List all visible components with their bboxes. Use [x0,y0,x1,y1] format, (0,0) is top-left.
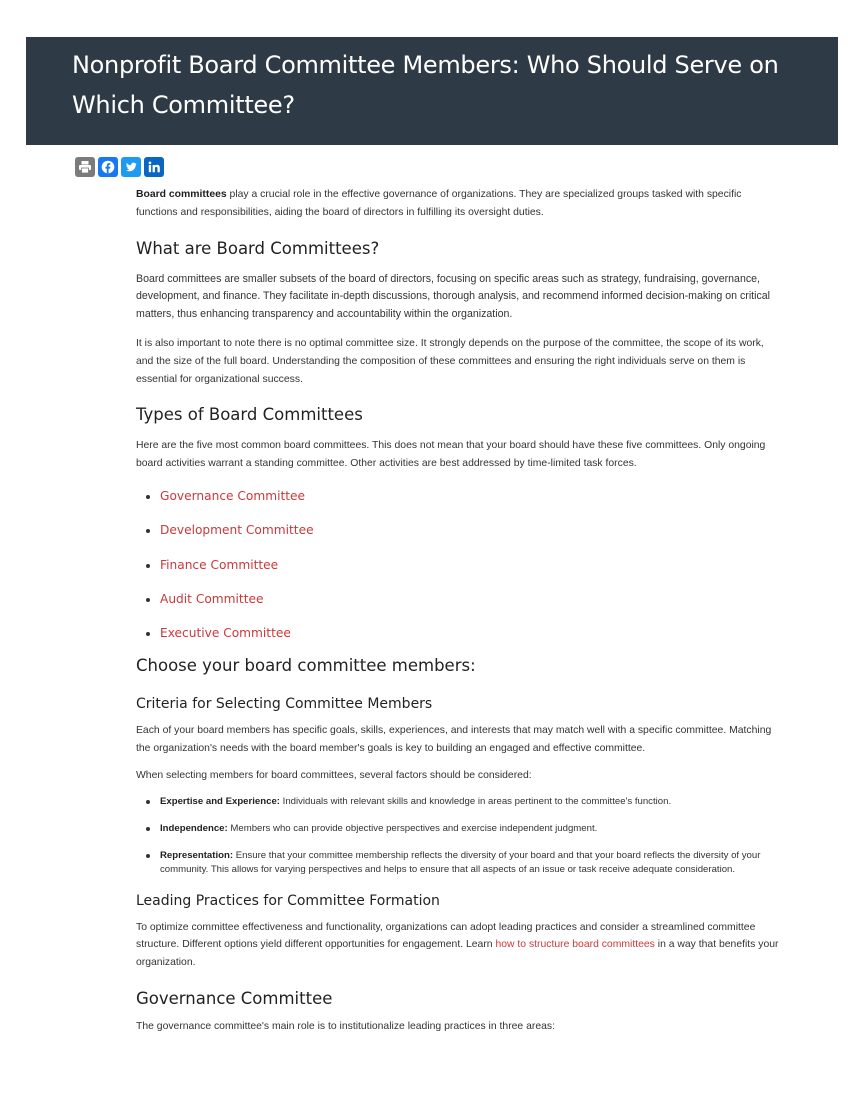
executive-committee-link[interactable]: Executive Committee [160,626,291,641]
leading-text-before: To optimize committee effectiveness and functionality, organizations can adopt leading practices and consider a streamlined committee structure. Different options yield different opportunities for engagement. Learn [136,921,756,951]
criteria-label: Expertise and Experience: [160,795,280,807]
list-item [136,488,780,505]
heading-what-are-board-committees: What are Board Committees? [136,238,380,258]
criteria-label: Representation: [160,849,234,861]
heading-leading-practices: Leading Practices for Committee Formation [136,892,440,909]
linkedin-share-button[interactable] [144,157,164,177]
list-item [136,625,780,642]
page-title: Nonprofit Board Committee Members: Who Should Serve on Which Committee? [72,51,779,119]
list-item [136,557,780,574]
what-paragraph-1: Board committees are smaller subsets of the board of directors, focusing on specific areas such as strategy, fundraising, governance, development, and finance. They facilitate in-depth discussions, thorough analysis, and recommend informed decision-making on critical matters, thus enhancing transparency and accountability within the organization. [136,272,771,321]
committee-types-list [136,488,780,642]
heading-types-of-board-committees: Types of Board Committees [136,405,363,425]
structure-committees-link[interactable]: how to structure board committees [495,939,655,951]
twitter-share-button[interactable] [121,157,141,177]
criteria-paragraph-2: When selecting members for board committees, several factors should be considered: [136,769,532,781]
list-item [136,591,780,608]
twitter-bird-icon [124,160,138,174]
list-item [136,795,780,809]
governance-paragraph: The governance committee's main role is to institutionalize leading practices in three areas: [136,1020,555,1032]
linkedin-icon [147,160,161,174]
intro-paragraph [136,186,780,222]
printer-icon [78,160,92,174]
intro-text: play a crucial role in the effective governance of organizations. They are specialized groups tasked with specific functions and responsibilities, aiding the board of directors in fulfilling its oversight duties. [136,189,742,218]
share-bar [75,157,164,177]
heading-choose-members: Choose your board committee members: [136,656,476,676]
types-paragraph: Here are the five most common board committees. This does not mean that your board should have these five committees. Only ongoing board activities warrant a standing committee. Other activities are best addressed by time-limited task forces. [136,440,766,470]
list-item [136,822,780,836]
criteria-label: Independence: [160,822,228,834]
leading-text-after: in a way that benefits your organization. [136,939,779,969]
heading-governance-committee: Governance Committee [136,988,333,1008]
criteria-text: Individuals with relevant skills and knowledge in areas pertinent to the committee's function. [279,795,672,807]
facebook-share-button[interactable] [98,157,118,177]
article-header [26,37,838,145]
list-item [136,522,780,539]
governance-committee-link[interactable]: Governance Committee [160,488,306,503]
heading-criteria: Criteria for Selecting Committee Members [136,696,433,713]
criteria-list [136,795,780,877]
intro-bold: Board committees [136,189,227,200]
criteria-paragraph-1: Each of your board members has specific goals, skills, experiences, and interests that may match well with a specific committee. Matching the organization's needs with the board member's goals is key to building an engaged and effective committee. [136,725,772,754]
what-paragraph-2: It is also important to note there is no optimal committee size. It strongly depends on the purpose of the committee, the scope of its work, and the size of the full board. Understanding the composition of these committees and ensuring the right individuals serve on them is essential for organizational success. [136,337,764,385]
development-committee-link[interactable]: Development Committee [160,523,314,538]
print-button[interactable] [75,157,95,177]
audit-committee-link[interactable]: Audit Committee [160,591,264,606]
criteria-text: Ensure that your committee membership reflects the diversity of your board and that your board reflects the diversity of your community. This allows for varying perspectives and helps to ensure that all aspects of an issue or task receive adequate consideration. [160,849,761,875]
article-body [136,186,780,1047]
leading-paragraph [136,919,780,972]
criteria-text: Members who can provide objective perspectives and exercise independent judgment. [227,822,598,834]
list-item [136,849,780,877]
finance-committee-link[interactable]: Finance Committee [160,557,279,572]
facebook-icon [101,160,115,174]
